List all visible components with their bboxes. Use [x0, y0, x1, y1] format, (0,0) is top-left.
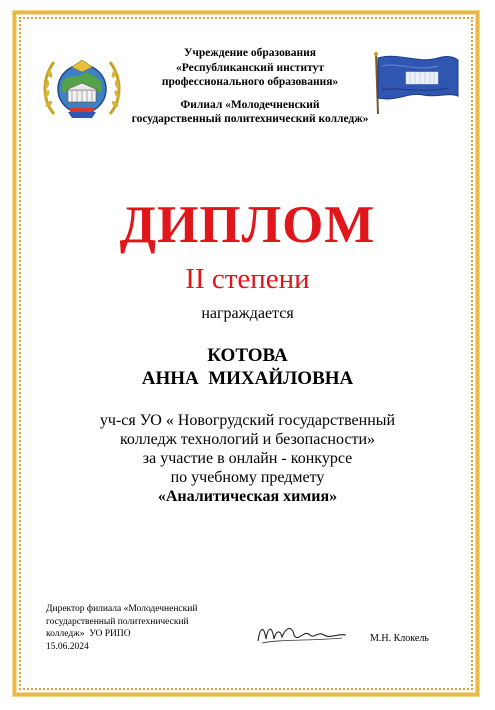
signer-name: М.Н. Клокель [370, 633, 429, 644]
org-line-3: профессионального образования» [161, 76, 339, 88]
diploma-title: ДИПЛОМ [119, 196, 376, 254]
branch-line-1: Филиал «Молодечненский [180, 98, 320, 111]
org-line-1: Учреждение образования [183, 47, 316, 59]
org-line-2: «Республиканский институт [176, 61, 324, 74]
awarded-label: награждается [201, 305, 294, 322]
citation-line-4: по учебному предмету [170, 469, 325, 486]
position-line-2: государственный политехнический [46, 616, 189, 627]
citation-subject: «Аналитическая химия» [157, 488, 338, 505]
citation-line-2: колледж технологий и безопасности» [119, 431, 376, 448]
recipient-name [0, 344, 495, 390]
institution-header [110, 46, 390, 127]
signatory-block [46, 603, 266, 653]
branch-line-2: государственный политехнический колледж» [131, 113, 369, 125]
recipient-given-names: АННА МИХАЙЛОВНА [141, 368, 354, 389]
recipient-surname: КОТОВА [207, 345, 288, 366]
college-flag-icon [368, 48, 462, 116]
position-line-3: колледж» УО РИПО [46, 629, 131, 639]
diploma-degree: II степени [185, 263, 310, 295]
citation-text [0, 411, 495, 506]
handwritten-signature [252, 617, 352, 651]
citation-line-3: за участие в онлайн - конкурсе [142, 450, 353, 467]
position-line-1: Директор филиала «Молодечненский [46, 604, 198, 614]
citation-line-1: уч-ся УО « Новогрудский государственный [99, 412, 396, 429]
issue-date: 15.06.2024 [46, 641, 89, 652]
